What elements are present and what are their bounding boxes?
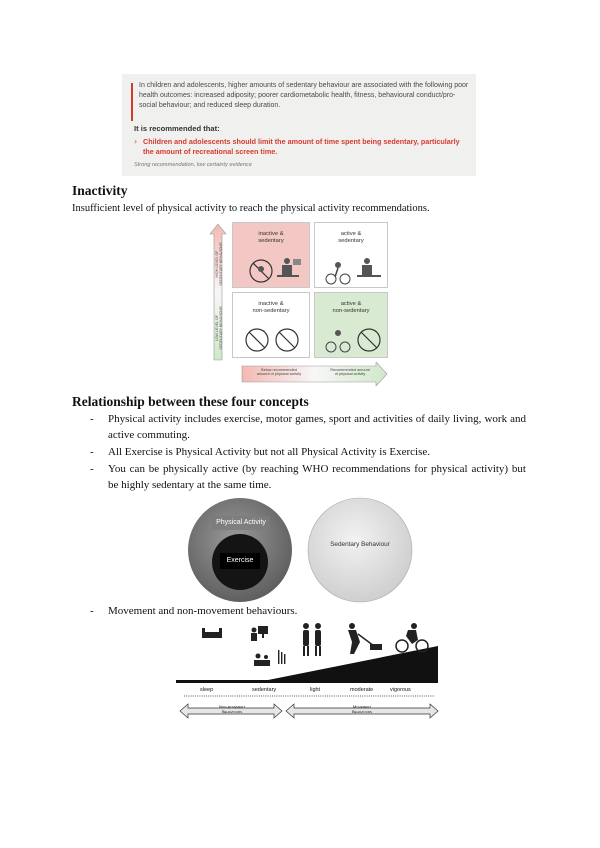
y-axis-lower-line1: LOW LEVEL OF <box>215 314 219 342</box>
lawn-mowing-icon <box>348 623 382 654</box>
category-light: light <box>310 687 321 693</box>
activity-sedentary-quadrant <box>208 222 388 388</box>
tv-watching-icon <box>254 654 270 667</box>
movement-spectrum <box>176 620 446 722</box>
category-vigorous: vigorous <box>390 687 411 693</box>
quadrant-active-sedentary: active & sedentary <box>314 222 388 288</box>
active-icons <box>321 325 385 355</box>
sedentary-icons <box>247 253 303 287</box>
movement-label-line2: Behaviours <box>351 708 373 714</box>
movement-label-line1: Movement <box>352 704 372 709</box>
guideline-intro: In children and adolescents, higher amounts of sedentary behaviour are associated with the following poor health outcomes: increased adiposity; poorer cardiometabolic health, fitness, behavioural conduct/pro-social behaviour; and reduced sleep duration. <box>139 82 469 110</box>
y-axis-lower-line2: SEDENTARY BEHAVIOUR <box>219 306 223 350</box>
computer-icon <box>251 626 268 641</box>
relationship-heading: Relationship between these four concepts <box>72 394 309 409</box>
quadrant-inactive-sedentary: inactive & sedentary <box>232 222 310 288</box>
walking-icon <box>303 623 321 656</box>
inactivity-heading: Inactivity <box>72 183 128 198</box>
list-item: - Physical activity includes exercise, motor games, sport and activities of daily living, work and active commuting. <box>90 413 526 441</box>
crossed-out-icons <box>243 325 303 355</box>
active-sedentary-icons <box>321 253 385 287</box>
accent-bar <box>131 83 133 121</box>
x-axis-right-line1: Recommended amount <box>330 368 370 372</box>
x-axis-left-line1: Below recommended <box>261 368 297 372</box>
standing-icon <box>278 650 285 664</box>
quadrant-inactive-nonsedentary: inactive & non-sedentary <box>232 292 310 358</box>
sedentary-label: Sedentary Behaviour <box>330 541 390 548</box>
exercise-label: Exercise <box>226 557 254 564</box>
non-movement-label-line1: Non-movement <box>218 704 246 709</box>
y-axis-upper-line1: HIGH LEVEL OF <box>215 250 219 278</box>
x-axis-right-line2: of physical activity <box>334 372 366 377</box>
recommendation-note: Strong recommendation, low certainty evidence <box>134 162 252 168</box>
recommendation-text: Children and adolescents should limit the amount of time spent being sedentary, particularly the amount of recreational screen time. <box>143 137 460 156</box>
sedentary-circle <box>308 498 412 602</box>
category-moderate: moderate <box>350 687 374 693</box>
cycling-icon <box>396 623 428 652</box>
sleep-icon <box>202 628 222 638</box>
x-axis-left-line2: amount of physical activity <box>256 372 302 377</box>
venn-diagram <box>184 496 426 604</box>
category-sedentary: sedentary <box>252 687 277 693</box>
physical-activity-label: Physical Activity <box>216 519 266 526</box>
recommendation-heading: It is recommended that: <box>134 124 220 133</box>
list-item: - Movement and non-movement behaviours. <box>90 605 298 617</box>
y-axis-upper-line2: SEDENTARY BEHAVIOUR <box>219 242 223 286</box>
movement-list <box>90 603 526 620</box>
guideline-box <box>122 74 476 176</box>
category-sleep: sleep <box>200 687 214 693</box>
list-item: - All Exercise is Physical Activity but not all Physical Activity is Exercise. <box>90 446 431 458</box>
list-item: - You can be physically active (by reaching WHO recommendations for physical activity) but be highly sedentary at the same time. <box>90 463 526 491</box>
quadrant-active-nonsedentary: active & non-sedentary <box>314 292 388 358</box>
chevron-right-icon: › <box>134 137 138 146</box>
non-movement-label-line2: Behaviours <box>221 708 243 714</box>
inactivity-definition: Insufficient level of physical activity to reach the physical activity recommendations. <box>72 203 430 214</box>
relationship-list <box>90 411 526 494</box>
